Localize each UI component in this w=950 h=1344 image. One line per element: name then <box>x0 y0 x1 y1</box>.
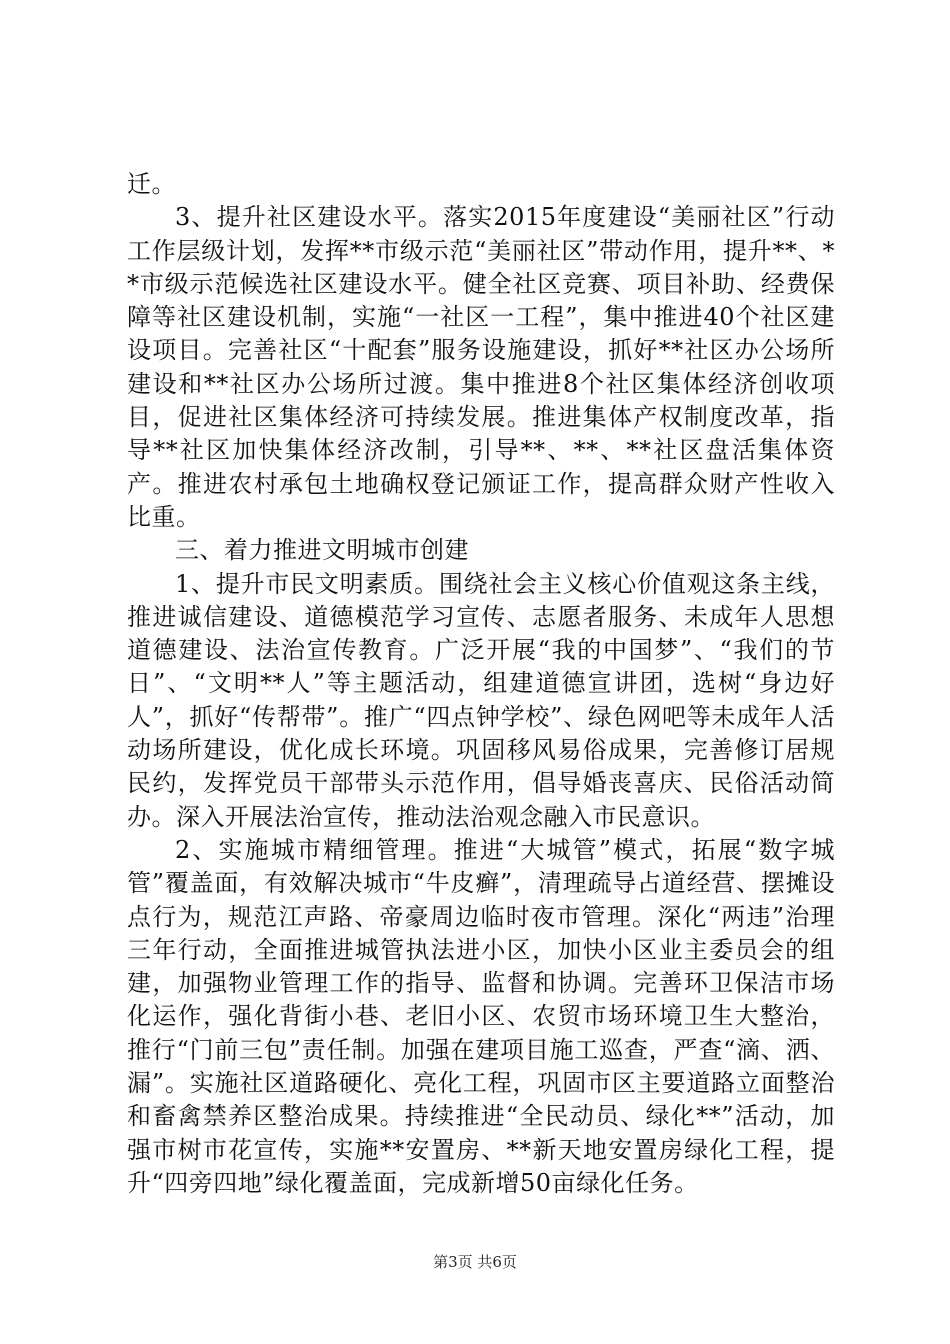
document-body <box>127 168 835 1200</box>
page-footer: 第3页 共6页 <box>433 1253 517 1271</box>
paragraph-continuation: 迁。 <box>127 170 176 198</box>
section-heading-civilized-city: 三、着力推进文明城市创建 <box>175 536 469 565</box>
paragraph-city-management: 2、实施城市精细管理。推进“大城管”模式，拓展“数字城管”覆盖面，有效解决城市“牛皮癣”，清理疏导占道经营、摆摊设点行为，规范江声路、帝豪周边临时夜市管理。深化“两违”治理三年行动，全面推进城管执法进小区，加快小区业主委员会的组建，加强物业管理工作的指导、监督和协调。完善环卫保洁市场化运作，强化背街小巷、老旧小区、农贸市场环境卫生大整治，推行“门前三包”责任制。加强在建项目施工巡查，严查“滴、洒、漏”。实施社区道路硬化、亮化工程，巩固市区主要道路立面整治和畜禽禁养区整治成果。持续推进“全民动员、绿化**”活动，加强市树市花宣传，实施**安置房、**新天地安置房绿化工程，提升“四旁四地”绿化覆盖面，完成新增50亩绿化任务。 <box>127 835 835 1197</box>
paragraph-community-construction: 3、提升社区建设水平。落实2015年度建设“美丽社区”行动工作层级计划，发挥**市级示范“美丽社区”带动作用，提升**、**市级示范候选社区建设水平。健全社区竞赛、项目补助、经费保障等社区建设机制，实施“一社区一工程”，集中推进40个社区建设项目。完善社区“十配套”服务设施建设，抓好**社区办公场所建设和**社区办公场所过渡。集中推进8个社区集体经济创收项目，促进社区集体经济可持续发展。推进集体产权制度改革，指导**社区加快集体经济改制，引导**、**、**社区盘活集体资产。推进农村承包土地确权登记颁证工作，提高群众财产性收入比重。 <box>127 203 835 531</box>
paragraph-citizen-quality: 1、提升市民文明素质。围绕社会主义核心价值观这条主线，推进诚信建设、道德模范学习宣传、志愿者服务、未成年人思想道德建设、法治宣传教育。广泛开展“我的中国梦”、“我们的节日”、“文明**人”等主题活动，组建道德宣讲团，选树“身边好人”，抓好“传帮带”。推广“四点钟学校”、绿色网吧等未成年人活动场所建设，优化成长环境。巩固移风易俗成果，完善修订居规民约，发挥党员干部带头示范作用，倡导婚丧喜庆、民俗活动简办。深入开展法治宣传，推动法治观念融入市民意识。 <box>127 569 835 831</box>
